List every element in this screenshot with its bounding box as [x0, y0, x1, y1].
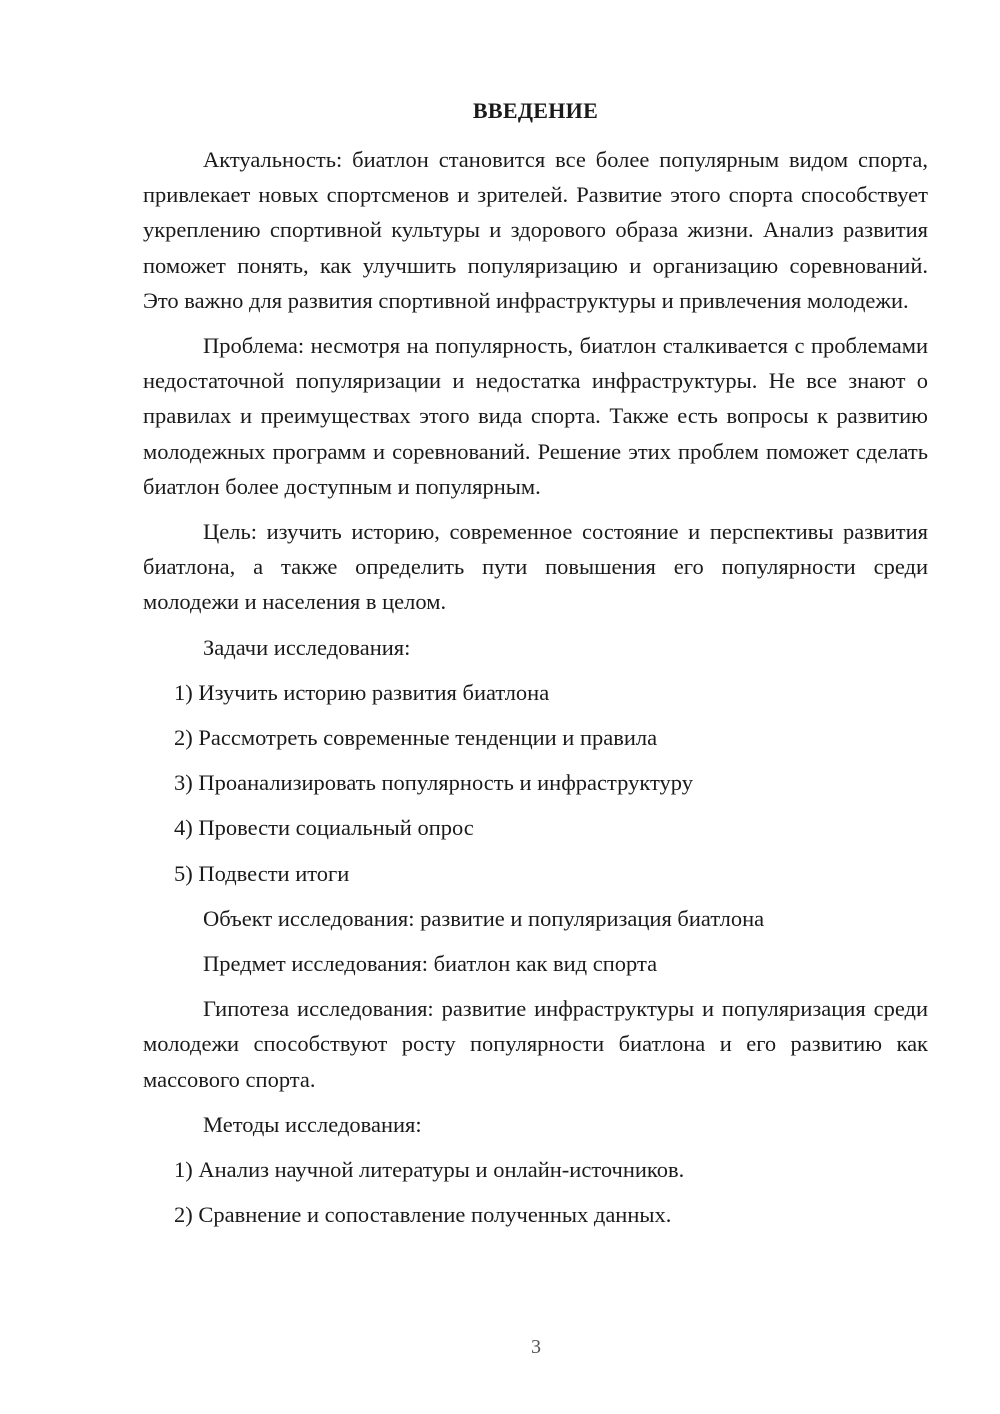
methods-title: Методы исследования: — [203, 1111, 422, 1137]
page-number: 3 — [531, 1336, 541, 1358]
relevance-paragraph: Актуальность: биатлон становится все более популярным видом спорта, привлекает новых спортсменов и зрителей. Развитие этого спорта способствует укреплению спортивной культуры и здорового образа жизни. Анализ развития поможет понять, как улучшить популяризацию и организацию соревнований. Это важно для развития спортивной инфраструктуры и привлечения молодежи. — [143, 147, 928, 313]
task-item: 5) Подвести итоги — [174, 860, 350, 886]
task-item: 2) Рассмотреть современные тенденции и правила — [174, 725, 658, 751]
problem-paragraph: Проблема: несмотря на популярность, биатлон сталкивается с проблемами недостаточной популяризации и недостатка инфраструктуры. Не все знают о правилах и преимуществах этого вида спорта. Также есть вопросы к развитию молодежных программ и соревнований. Решение этих проблем поможет сделать биатлон более доступным и популярным. — [143, 333, 928, 499]
task-item: 4) Провести социальный опрос — [174, 815, 474, 841]
method-item: 2) Сравнение и сопоставление полученных данных. — [174, 1202, 672, 1228]
goal-paragraph: Цель: изучить историю, современное состояние и перспективы развития биатлона, а также определить пути повышения его популярности среди молодежи и населения в целом. — [143, 519, 928, 615]
task-item: 1) Изучить историю развития биатлона — [174, 679, 550, 705]
tasks-title: Задачи исследования: — [203, 634, 411, 660]
subject-line: Предмет исследования: биатлон как вид спорта — [203, 951, 658, 977]
hypothesis-paragraph: Гипотеза исследования: развитие инфраструктуры и популяризация среди молодежи способствуют росту популярности биатлона и его развитию как массового спорта. — [143, 996, 928, 1092]
task-item: 3) Проанализировать популярность и инфраструктуру — [174, 770, 693, 796]
object-line: Объект исследования: развитие и популяризация биатлона — [203, 905, 765, 931]
section-heading: ВВЕДЕНИЕ — [472, 98, 599, 123]
method-item: 1) Анализ научной литературы и онлайн-источников. — [174, 1157, 685, 1183]
document-body — [143, 142, 928, 1242]
